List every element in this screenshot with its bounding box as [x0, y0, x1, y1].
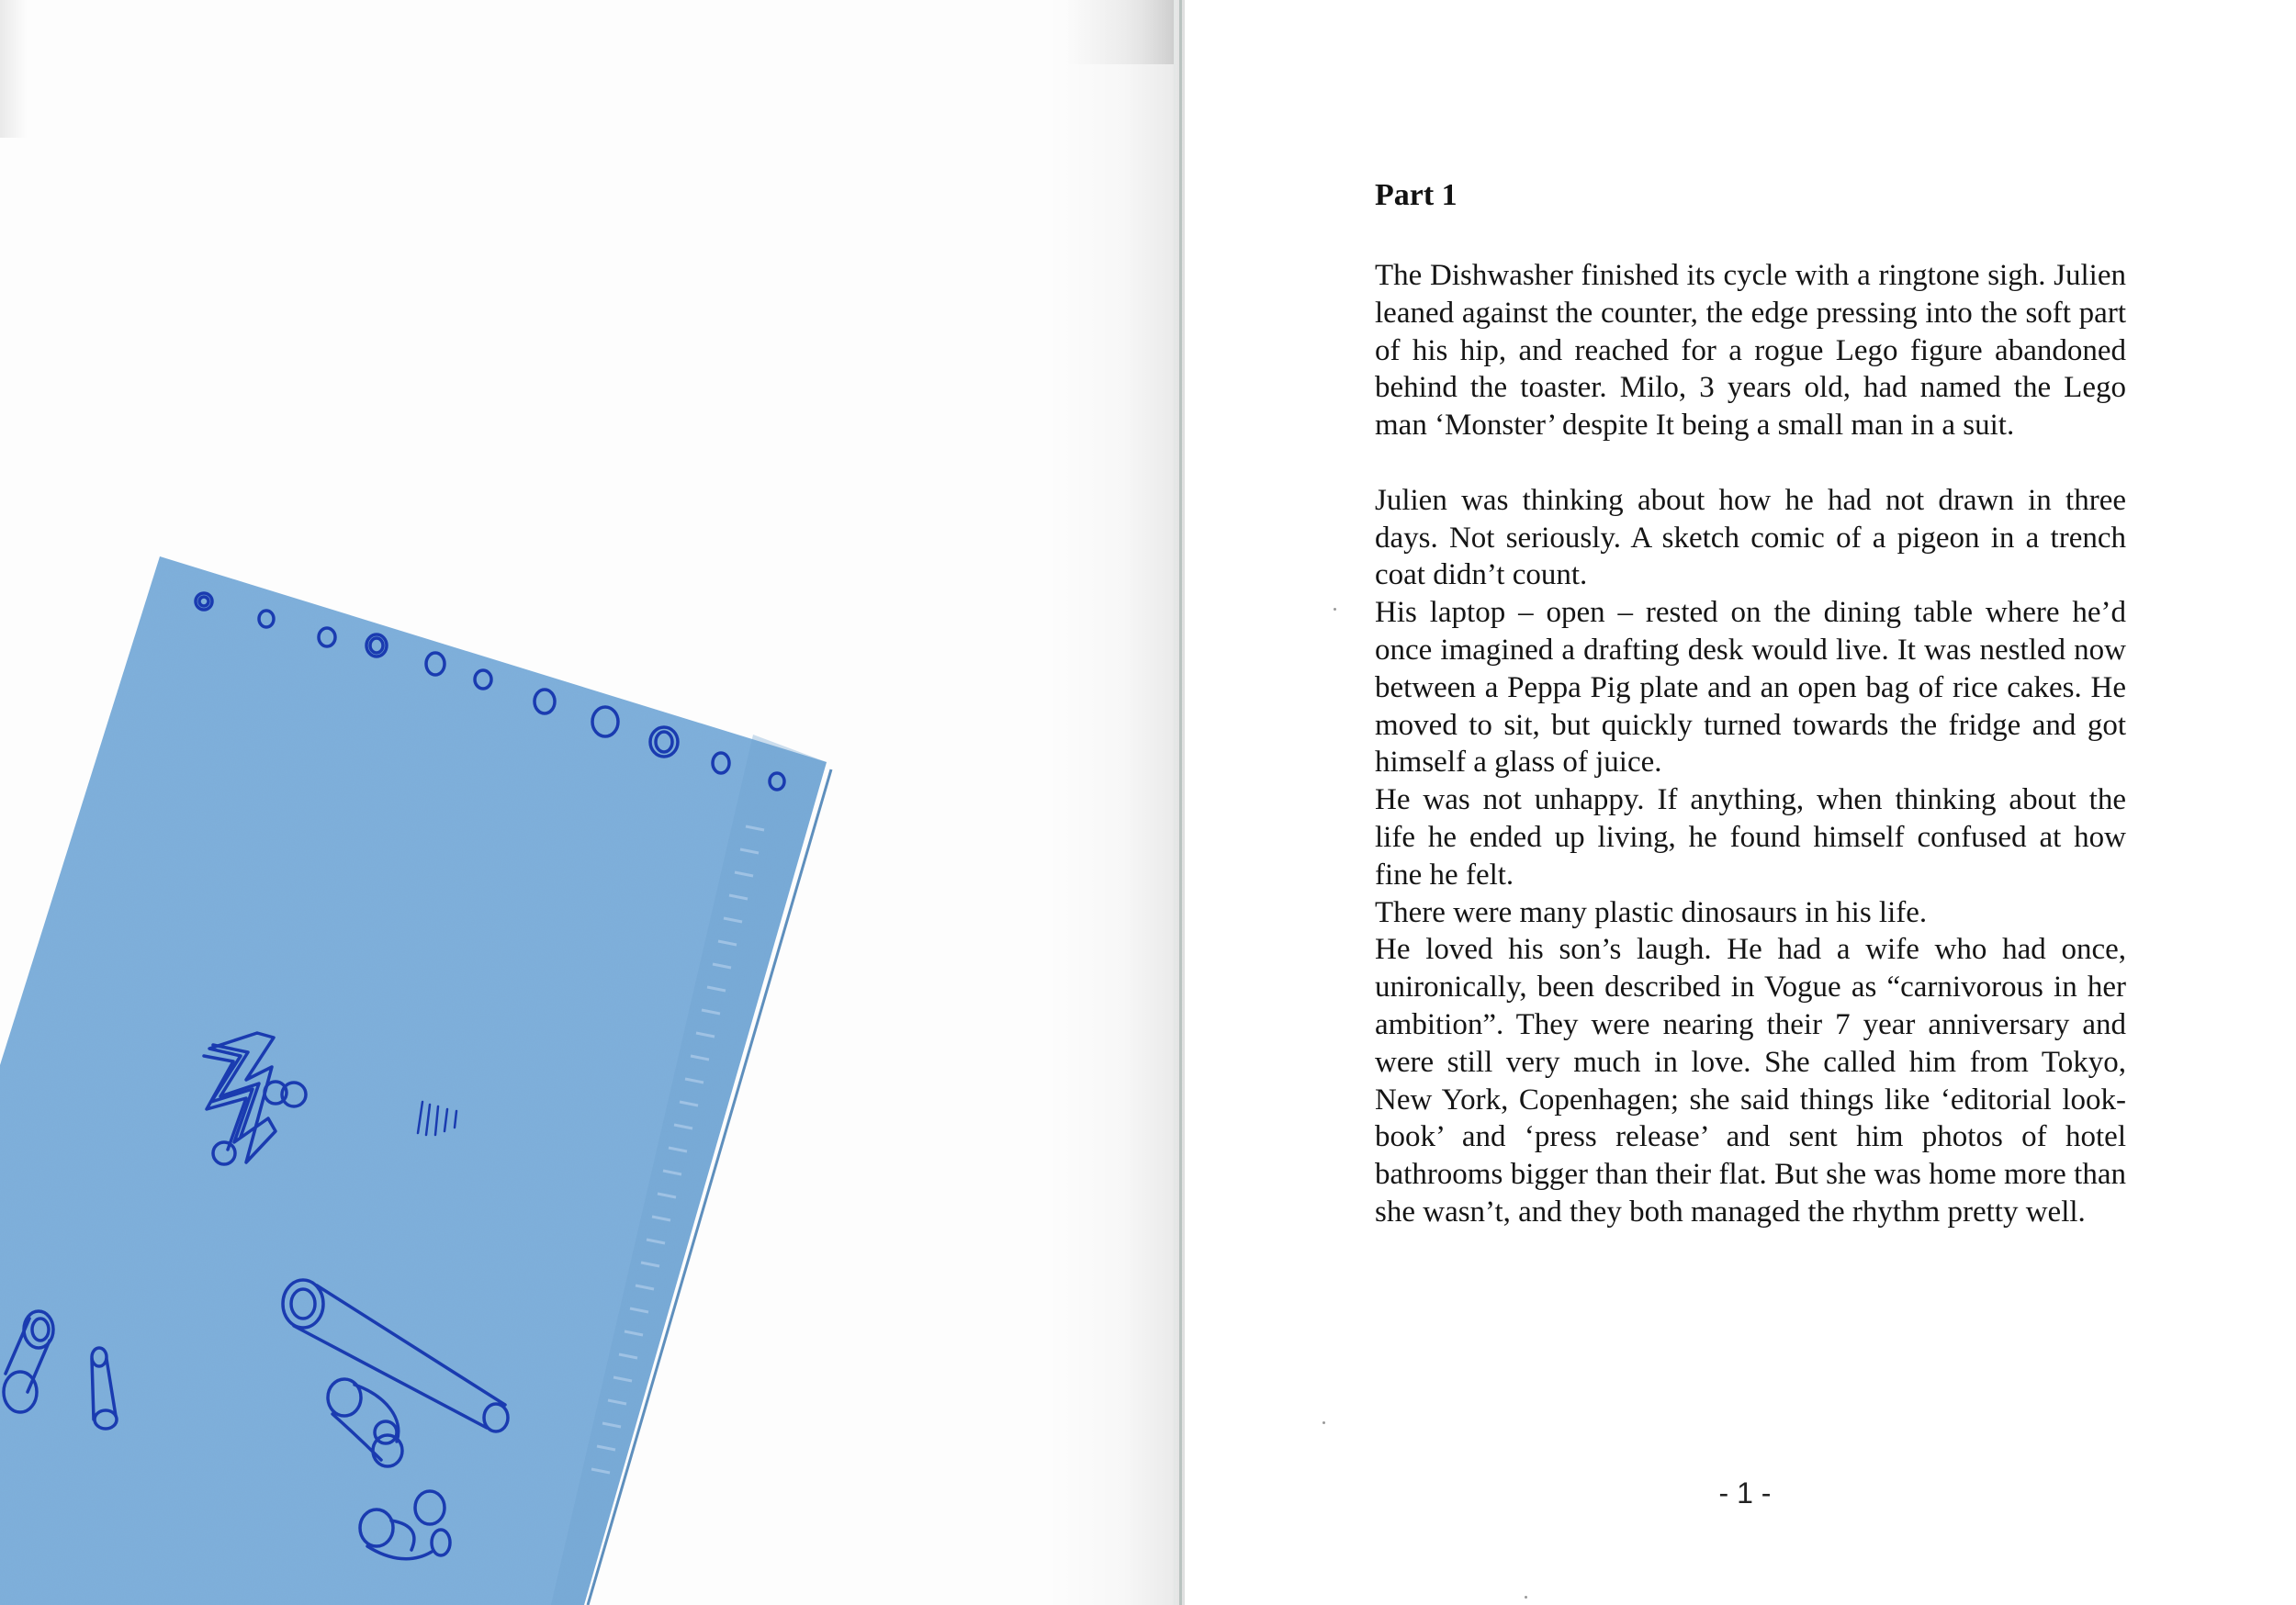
paragraph: He was not unhappy. If anything, when thinking about the life he ended up living, he found himself confused at how fine he felt.: [1375, 783, 2126, 892]
paragraph: Julien was thinking about how he had not drawn in three days. Not seriously. A sketch comic of a pigeon in a trench coat didn’t count.: [1375, 483, 2126, 592]
paragraph: There were many plastic dinosaurs in his life.: [1375, 895, 1928, 929]
page-number: - 1 -: [1718, 1476, 1772, 1510]
gutter-shadow-top: [1065, 0, 1176, 64]
scan-speck: [1334, 608, 1336, 611]
paragraph: The Dishwasher finished its cycle with a ringtone sigh. Julien leaned against the counter, the edge pressing into the soft part of his hip, and reached for a rogue Lego figure abandoned behind the toaster. Milo, 3 years old, had named the Lego man ‘Monster’ despite It being a small man in a suit.: [1375, 259, 2126, 443]
paragraph: He loved his son’s laugh. He had a wife who had once, unironically, been described in Vogue as “carnivorous in her ambition”. They were nearing their 7 year anniversary and were still very much in love. She called him from Tokyo, New York, Copenhagen; she said things like ‘editorial look-book’ and ‘press release’ and sent him photos of hotel bathrooms bigger than their flat. But she was home more than she wasn’t, and they both managed the rhythm pretty well.: [1375, 933, 2126, 1229]
scan-speck: [1525, 1596, 1527, 1599]
chapter-heading: Part 1: [1375, 178, 1458, 212]
scan-speck: [1322, 1421, 1325, 1424]
book-spine: [1179, 0, 1182, 1605]
chapter-body: [1375, 257, 2126, 1231]
gutter-shadow: [1047, 0, 1185, 1605]
notepad-sheet-icon: [0, 556, 831, 1605]
spine-highlight: [1174, 0, 1176, 1605]
paragraph: His laptop – open – rested on the dining table where he’d once imagined a drafting desk would live. It was nestled now between a Peppa Pig plate and an open bag of rice cakes. He moved to sit, but quickly turned towards the fridge and got himself a glass of juice.: [1375, 596, 2126, 780]
